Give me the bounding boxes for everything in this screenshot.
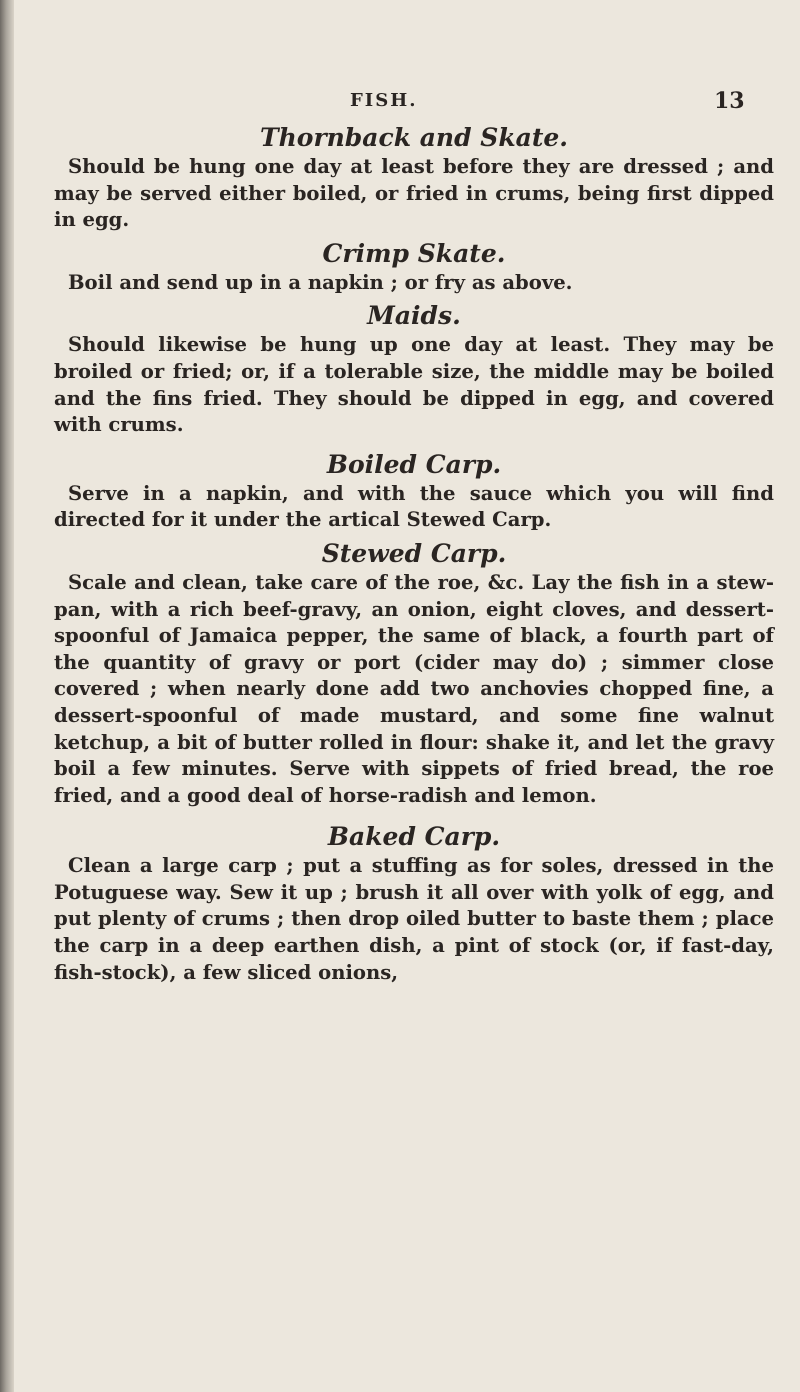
section-text: Clean a large carp ; put a stuffing as for soles, dressed in the Potuguese way. Sew it up ; brush it all over with yolk of egg, and put plenty of crums ; then drop oiled butter to baste them ; place the carp in a deep earthen dish, a pint of stock (or, if fast-day, fish-stock), a few sliced onions, — [54, 854, 774, 984]
section-baked-carp — [54, 821, 774, 986]
section-heading: Maids. — [367, 301, 461, 331]
running-head-title: FISH. — [350, 90, 418, 111]
section-boiled-carp — [54, 449, 774, 534]
section-heading: Baked Carp. — [327, 822, 501, 852]
section-text: Should be hung one day at least before they are dressed ; and may be served either boiled, or fried in crums, being first dipped in egg. — [54, 155, 774, 232]
running-head — [14, 90, 800, 116]
section-heading: Thornback and Skate. — [259, 123, 569, 152]
page-content — [54, 122, 774, 990]
section-heading: Stewed Carp. — [321, 538, 507, 568]
book-gutter-shadow — [0, 0, 14, 1392]
section-heading: Crimp Skate. — [322, 238, 506, 268]
section-text: Should likewise be hung up one day at least. They may be broiled or fried; or, if a tolerable size, the middle may be boiled and the fins fried. They should be dipped in egg, and covered with crums. — [54, 333, 774, 437]
section-crimp-skate — [54, 238, 774, 297]
section-heading: Boiled Carp. — [326, 449, 502, 479]
section-text: Boil and send up in a napkin ; or fry as above. — [68, 270, 573, 294]
section-text: Scale and clean, take care of the roe, &c. Lay the fish in a stew-pan, with a rich beef-gravy, an onion, eight cloves, and dessert-spoonful of Jamaica pepper, the same of black, a fourth part of the quantity of gravy or port (cider may do) ; simmer close covered ; when nearly done add two anchovies chopped fine, a dessert-spoonful of made mustard, and some fine walnut ketchup, a bit of butter rolled in flour: shake it, and let the gravy boil a few minutes. Serve with sippets of fried bread, the roe fried, and a good deal of horse-radish and lemon. — [54, 570, 774, 807]
book-page — [14, 0, 800, 1392]
section-text: Serve in a napkin, and with the sauce which you will find directed for it under the artical Stewed Carp. — [54, 481, 774, 532]
section-thornback-and-skate — [54, 122, 774, 234]
section-stewed-carp — [54, 538, 774, 809]
section-maids — [54, 300, 774, 438]
page-number: 13 — [714, 88, 745, 114]
